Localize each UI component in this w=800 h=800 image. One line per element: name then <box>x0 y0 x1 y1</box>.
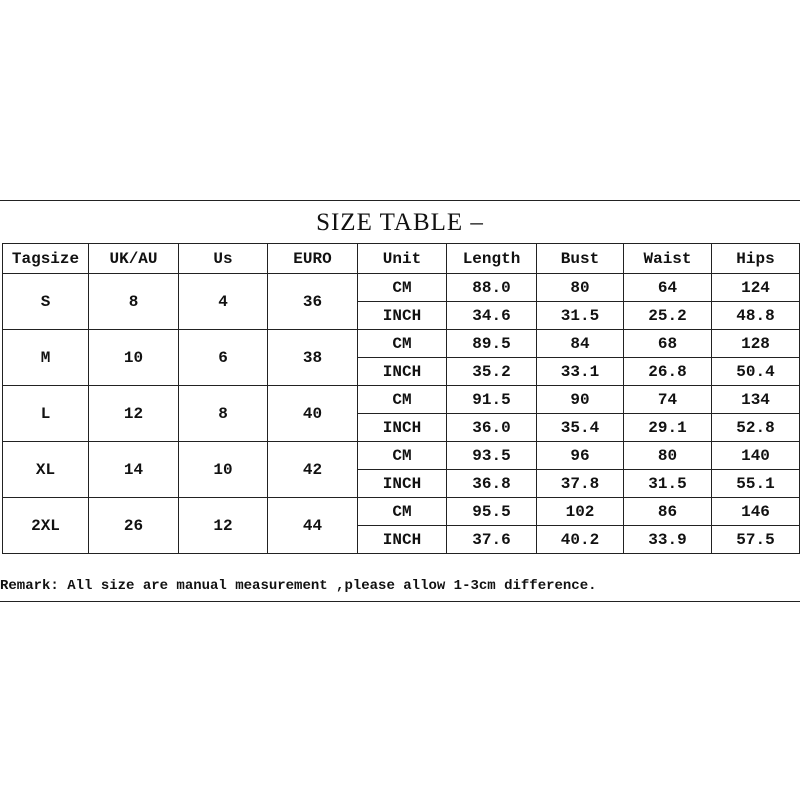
table-row <box>3 442 800 470</box>
header-uk-au: UK/AU <box>89 244 179 274</box>
length-cell: 36.8 <box>447 470 537 498</box>
us-cell: 6 <box>179 330 268 386</box>
waist-cell: 74 <box>624 386 712 414</box>
header-euro: EURO <box>268 244 358 274</box>
tag-size-cell: 2XL <box>3 498 89 554</box>
header-hips: Hips <box>712 244 800 274</box>
us-cell: 12 <box>179 498 268 554</box>
length-cell: 36.0 <box>447 414 537 442</box>
hips-cell: 140 <box>712 442 800 470</box>
unit-cell: INCH <box>358 302 447 330</box>
us-cell: 10 <box>179 442 268 498</box>
unit-cell: CM <box>358 274 447 302</box>
size-table <box>2 243 800 554</box>
euro-cell: 38 <box>268 330 358 386</box>
length-cell: 34.6 <box>447 302 537 330</box>
table-row <box>3 386 800 414</box>
length-cell: 88.0 <box>447 274 537 302</box>
bust-cell: 90 <box>537 386 624 414</box>
header-tagsize: Tagsize <box>3 244 89 274</box>
hips-cell: 128 <box>712 330 800 358</box>
waist-cell: 80 <box>624 442 712 470</box>
unit-cell: INCH <box>358 470 447 498</box>
waist-cell: 68 <box>624 330 712 358</box>
waist-cell: 31.5 <box>624 470 712 498</box>
header-us: Us <box>179 244 268 274</box>
waist-cell: 29.1 <box>624 414 712 442</box>
tag-size-cell: M <box>3 330 89 386</box>
uk-au-cell: 12 <box>89 386 179 442</box>
hips-cell: 52.8 <box>712 414 800 442</box>
bust-cell: 37.8 <box>537 470 624 498</box>
header-bust: Bust <box>537 244 624 274</box>
table-title: SIZE TABLE – <box>316 209 484 236</box>
unit-cell: CM <box>358 330 447 358</box>
length-cell: 89.5 <box>447 330 537 358</box>
unit-cell: INCH <box>358 358 447 386</box>
header-row <box>3 244 800 274</box>
waist-cell: 86 <box>624 498 712 526</box>
waist-cell: 33.9 <box>624 526 712 554</box>
bust-cell: 102 <box>537 498 624 526</box>
bust-cell: 96 <box>537 442 624 470</box>
bust-cell: 33.1 <box>537 358 624 386</box>
hips-cell: 124 <box>712 274 800 302</box>
waist-cell: 25.2 <box>624 302 712 330</box>
length-cell: 35.2 <box>447 358 537 386</box>
length-cell: 37.6 <box>447 526 537 554</box>
uk-au-cell: 14 <box>89 442 179 498</box>
top-border <box>0 200 800 201</box>
table-row <box>3 330 800 358</box>
length-cell: 91.5 <box>447 386 537 414</box>
uk-au-cell: 10 <box>89 330 179 386</box>
us-cell: 8 <box>179 386 268 442</box>
waist-cell: 64 <box>624 274 712 302</box>
hips-cell: 134 <box>712 386 800 414</box>
euro-cell: 40 <box>268 386 358 442</box>
header-waist: Waist <box>624 244 712 274</box>
unit-cell: CM <box>358 442 447 470</box>
bust-cell: 35.4 <box>537 414 624 442</box>
tag-size-cell: S <box>3 274 89 330</box>
hips-cell: 55.1 <box>712 470 800 498</box>
tag-size-cell: L <box>3 386 89 442</box>
header-length: Length <box>447 244 537 274</box>
tag-size-cell: XL <box>3 442 89 498</box>
unit-cell: INCH <box>358 414 447 442</box>
us-cell: 4 <box>179 274 268 330</box>
length-cell: 93.5 <box>447 442 537 470</box>
unit-cell: CM <box>358 498 447 526</box>
unit-cell: INCH <box>358 526 447 554</box>
bust-cell: 40.2 <box>537 526 624 554</box>
bust-cell: 84 <box>537 330 624 358</box>
euro-cell: 36 <box>268 274 358 330</box>
table-row <box>3 274 800 302</box>
hips-cell: 50.4 <box>712 358 800 386</box>
waist-cell: 26.8 <box>624 358 712 386</box>
euro-cell: 44 <box>268 498 358 554</box>
bottom-border <box>0 601 800 602</box>
uk-au-cell: 8 <box>89 274 179 330</box>
bust-cell: 80 <box>537 274 624 302</box>
hips-cell: 48.8 <box>712 302 800 330</box>
unit-cell: CM <box>358 386 447 414</box>
euro-cell: 42 <box>268 442 358 498</box>
table-row <box>3 498 800 526</box>
bust-cell: 31.5 <box>537 302 624 330</box>
length-cell: 95.5 <box>447 498 537 526</box>
remark-note: Remark: All size are manual measurement ,please allow 1-3cm difference. <box>0 578 597 594</box>
uk-au-cell: 26 <box>89 498 179 554</box>
hips-cell: 146 <box>712 498 800 526</box>
hips-cell: 57.5 <box>712 526 800 554</box>
header-unit: Unit <box>358 244 447 274</box>
